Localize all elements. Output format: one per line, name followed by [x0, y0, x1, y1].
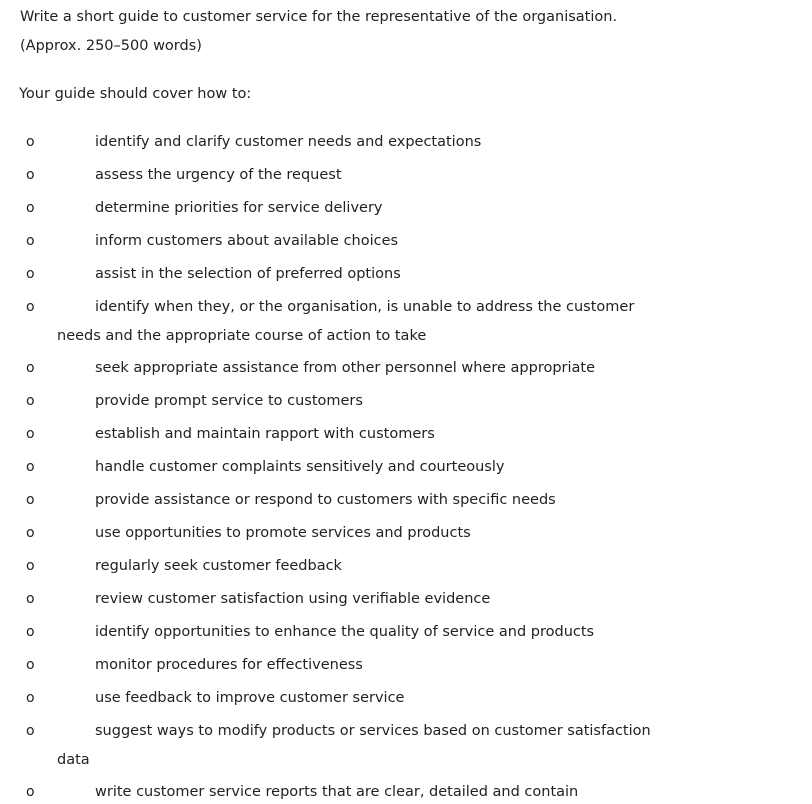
- list-item-text: inform customers about available choices: [95, 233, 399, 249]
- bullet-marker: o: [26, 492, 35, 508]
- list-item-text: use opportunities to promote services and products: [95, 525, 471, 541]
- bullet-marker: o: [26, 200, 35, 216]
- list-item-text: provide prompt service to customers: [95, 393, 363, 409]
- list-item-text: establish and maintain rapport with customers: [95, 426, 435, 442]
- list-item-text: determine priorities for service delivery: [95, 200, 383, 216]
- list-item-text: assist in the selection of preferred options: [95, 266, 401, 282]
- list-item-text: assess the urgency of the request: [95, 167, 342, 183]
- bullet-marker: o: [26, 426, 35, 442]
- bullet-marker: o: [26, 723, 35, 739]
- task-instruction: Write a short guide to customer service for the representative of the organisation.: [20, 9, 618, 25]
- list-item-text: use feedback to improve customer service: [95, 690, 405, 706]
- bullet-marker: o: [26, 393, 35, 409]
- bullet-marker: o: [26, 459, 35, 475]
- list-item-text: write customer service reports that are clear, detailed and contain: [95, 784, 579, 800]
- bullet-marker: o: [26, 233, 35, 249]
- cover-intro: Your guide should cover how to:: [19, 86, 252, 102]
- list-item-continuation: data: [57, 752, 90, 768]
- word-count-note: (Approx. 250–500 words): [20, 38, 202, 54]
- list-item-text: identify and clarify customer needs and expectations: [95, 134, 482, 150]
- bullet-marker: o: [26, 360, 35, 376]
- bullet-marker: o: [26, 525, 35, 541]
- list-item-text: seek appropriate assistance from other personnel where appropriate: [95, 360, 596, 376]
- bullet-marker: o: [26, 690, 35, 706]
- list-item-text: monitor procedures for effectiveness: [95, 657, 363, 673]
- bullet-marker: o: [26, 624, 35, 640]
- list-item-text: regularly seek customer feedback: [95, 558, 342, 574]
- bullet-marker: o: [26, 134, 35, 150]
- bullet-marker: o: [26, 266, 35, 282]
- list-item-continuation: needs and the appropriate course of action to take: [57, 328, 427, 344]
- list-item-text: review customer satisfaction using verifiable evidence: [95, 591, 491, 607]
- bullet-marker: o: [26, 591, 35, 607]
- bullet-marker: o: [26, 299, 35, 315]
- list-item-text: suggest ways to modify products or services based on customer satisfaction: [95, 723, 651, 739]
- bullet-marker: o: [26, 657, 35, 673]
- list-item-text: provide assistance or respond to customers with specific needs: [95, 492, 556, 508]
- list-item-text: handle customer complaints sensitively and courteously: [95, 459, 505, 475]
- bullet-marker: o: [26, 167, 35, 183]
- bullet-marker: o: [26, 784, 35, 800]
- list-item-text: identify when they, or the organisation, is unable to address the customer: [95, 299, 635, 315]
- list-item-text: identify opportunities to enhance the quality of service and products: [95, 624, 595, 640]
- bullet-marker: o: [26, 558, 35, 574]
